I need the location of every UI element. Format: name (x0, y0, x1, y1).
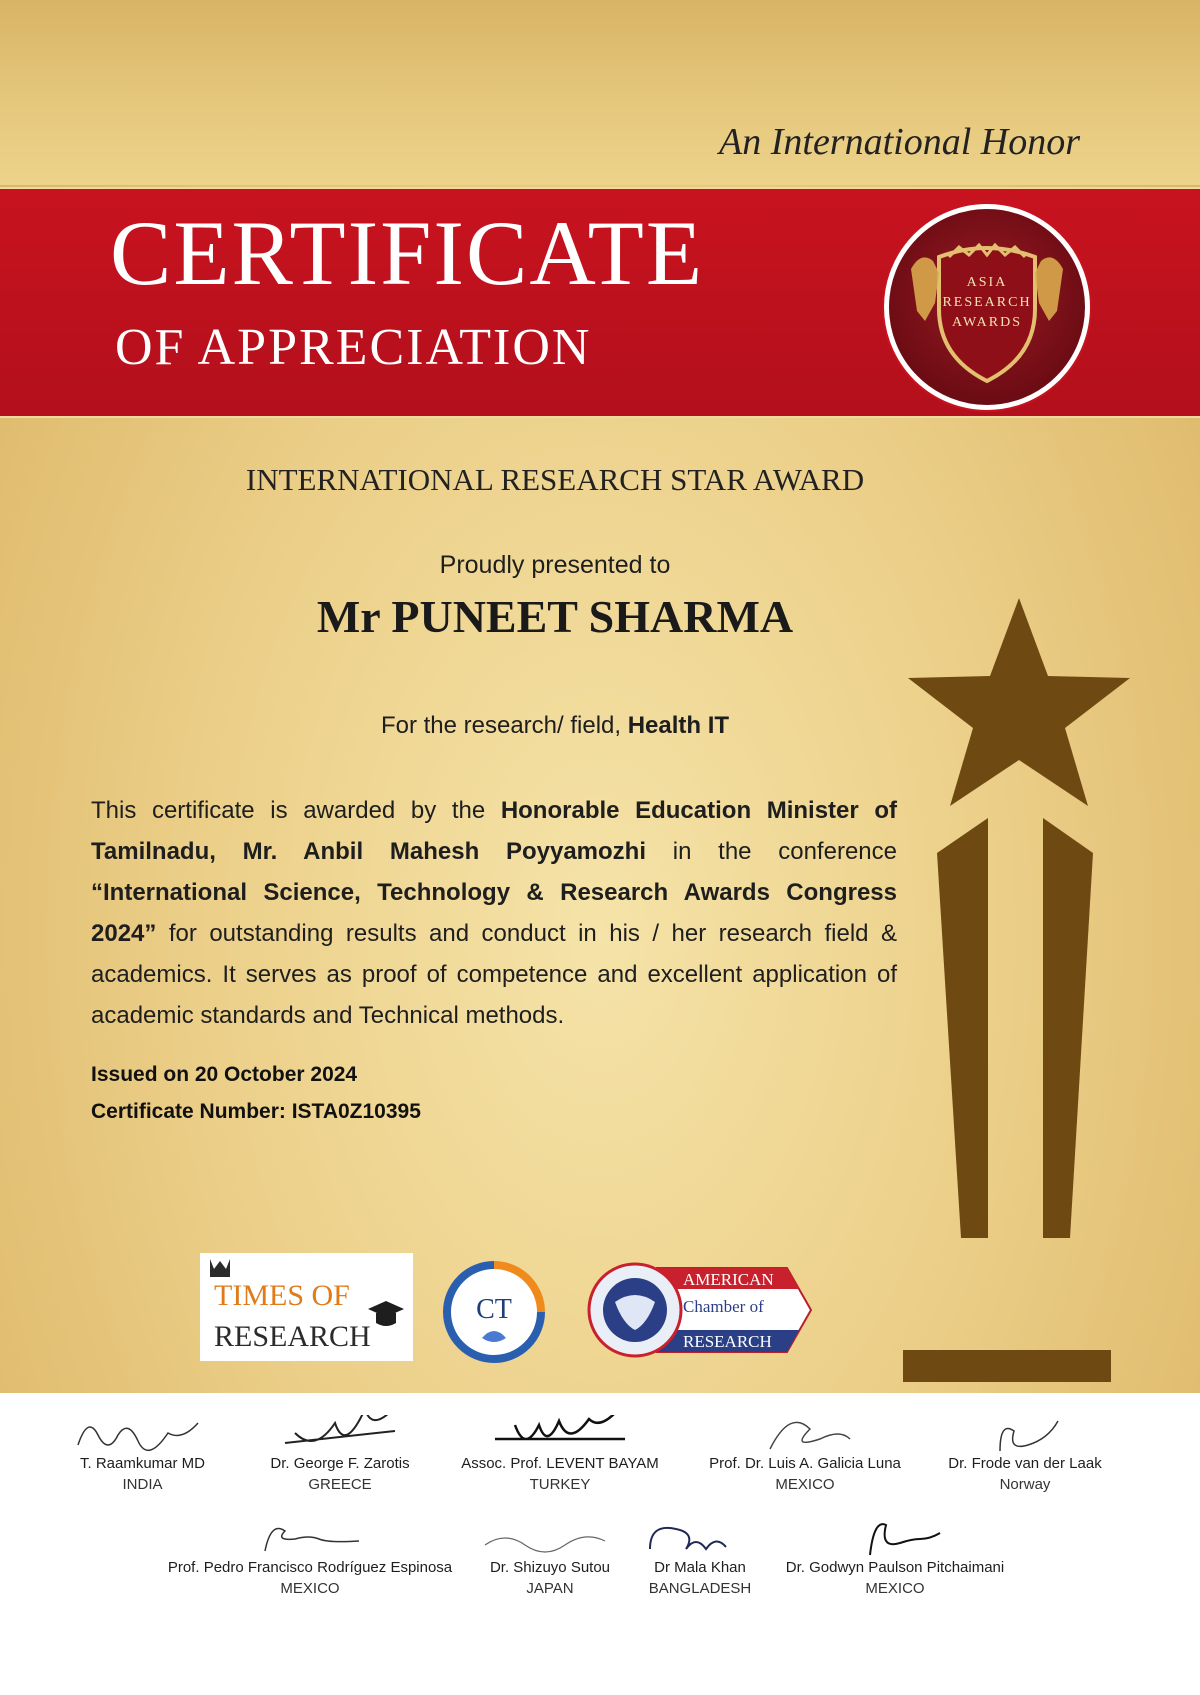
body-part-1: This certificate is awarded by the (91, 797, 501, 824)
recipient-name: Mr PUNEET SHARMA (316, 591, 794, 642)
presented-label: Proudly presented to (439, 551, 671, 579)
issue-date: Issued on 20 October 2024 (91, 1063, 358, 1086)
signatory-name: Dr. Shizuyo Sutou (489, 1559, 611, 1576)
asia-research-awards-seal (884, 204, 1090, 410)
signatory-country: TURKEY (529, 1476, 591, 1493)
signatory (770, 1519, 1020, 1597)
signatory-name: Dr Mala Khan (654, 1559, 746, 1576)
award-name: INTERNATIONAL RESEARCH STAR AWARD (245, 462, 865, 497)
signature-image (730, 1415, 880, 1455)
signatory (60, 1415, 225, 1493)
body-part-2: in the conference (646, 838, 897, 865)
body-part-3: for outstanding results and conduct in his / her research field & academics. It serves as proof of competence and excellent application of academic standards and Technical methods. (91, 920, 897, 1029)
signature-image (68, 1415, 218, 1455)
certificate-title: CERTIFICATE (110, 202, 705, 304)
body-conference: “International Science, Technology & Research Awards Congress 2024” (91, 879, 897, 947)
acr-line-3: RESEARCH (683, 1332, 772, 1351)
seal-shield-icon (889, 209, 1085, 405)
tor-line-1: TIMES OF (214, 1279, 350, 1312)
times-of-research-logo (200, 1253, 413, 1361)
signatory (440, 1415, 680, 1493)
ct-logo (442, 1260, 546, 1364)
signatory-name: Prof. Dr. Luis A. Galicia Luna (709, 1455, 901, 1472)
signatory-country: MEXICO (865, 1580, 925, 1597)
signature-image (235, 1519, 385, 1559)
signatory-country: MEXICO (775, 1476, 835, 1493)
certificate-subtitle: OF APPRECIATION (115, 319, 592, 376)
body-minister: Honorable Education Minister of Tamilnadu, Mr. Anbil Mahesh Poyyamozhi (91, 797, 897, 865)
signatory (630, 1519, 770, 1597)
signatory-country: GREECE (308, 1476, 372, 1493)
signatory (240, 1415, 440, 1493)
signatory (145, 1519, 475, 1597)
signatory-name: Dr. George F. Zarotis (270, 1455, 410, 1472)
seal-text-line-3: AWARDS (952, 315, 1022, 330)
acr-line-2: Chamber of (683, 1297, 764, 1316)
signature-image (265, 1415, 415, 1455)
signatory (930, 1415, 1120, 1493)
certificate-number: Certificate Number: ISTA0Z10395 (91, 1100, 421, 1123)
honor-tagline: An International Honor (719, 121, 1080, 163)
signatory (470, 1519, 630, 1597)
ct-text: CT (476, 1294, 512, 1325)
signatory-name: Prof. Pedro Francisco Rodríguez Espinosa (167, 1559, 453, 1576)
tor-line-2: RESEARCH (214, 1320, 371, 1353)
signature-image (475, 1519, 625, 1559)
signatory-name: T. Raamkumar MD (79, 1455, 206, 1472)
signature-image (820, 1519, 970, 1559)
signatory-name: Assoc. Prof. LEVENT BAYAM (461, 1455, 659, 1472)
signatory-country: BANGLADESH (648, 1580, 752, 1597)
acr-line-1: AMERICAN (683, 1270, 774, 1289)
seal-text-line-1: ASIA (966, 275, 1008, 290)
signature-image (485, 1415, 635, 1455)
star-trophy-icon (895, 598, 1135, 1388)
signatory-country: Norway (999, 1476, 1051, 1493)
signatory-name: Dr. Godwyn Paulson Pitchaimani (785, 1559, 1005, 1576)
seal-text-line-2: RESEARCH (942, 295, 1032, 310)
signatory-name: Dr. Frode van der Laak (948, 1455, 1102, 1472)
signatures-section (0, 1393, 1200, 1695)
signatory-country: JAPAN (526, 1580, 574, 1597)
signatory-country: MEXICO (280, 1580, 340, 1597)
signature-image (630, 1519, 770, 1559)
certificate-body (91, 790, 897, 1036)
american-chamber-of-research-logo (587, 1262, 819, 1358)
field-value: Health IT (627, 712, 730, 739)
signatory-country: INDIA (122, 1476, 163, 1493)
field-label: For the research/ field, (380, 712, 628, 739)
signatory (690, 1415, 920, 1493)
signature-image (950, 1415, 1100, 1455)
